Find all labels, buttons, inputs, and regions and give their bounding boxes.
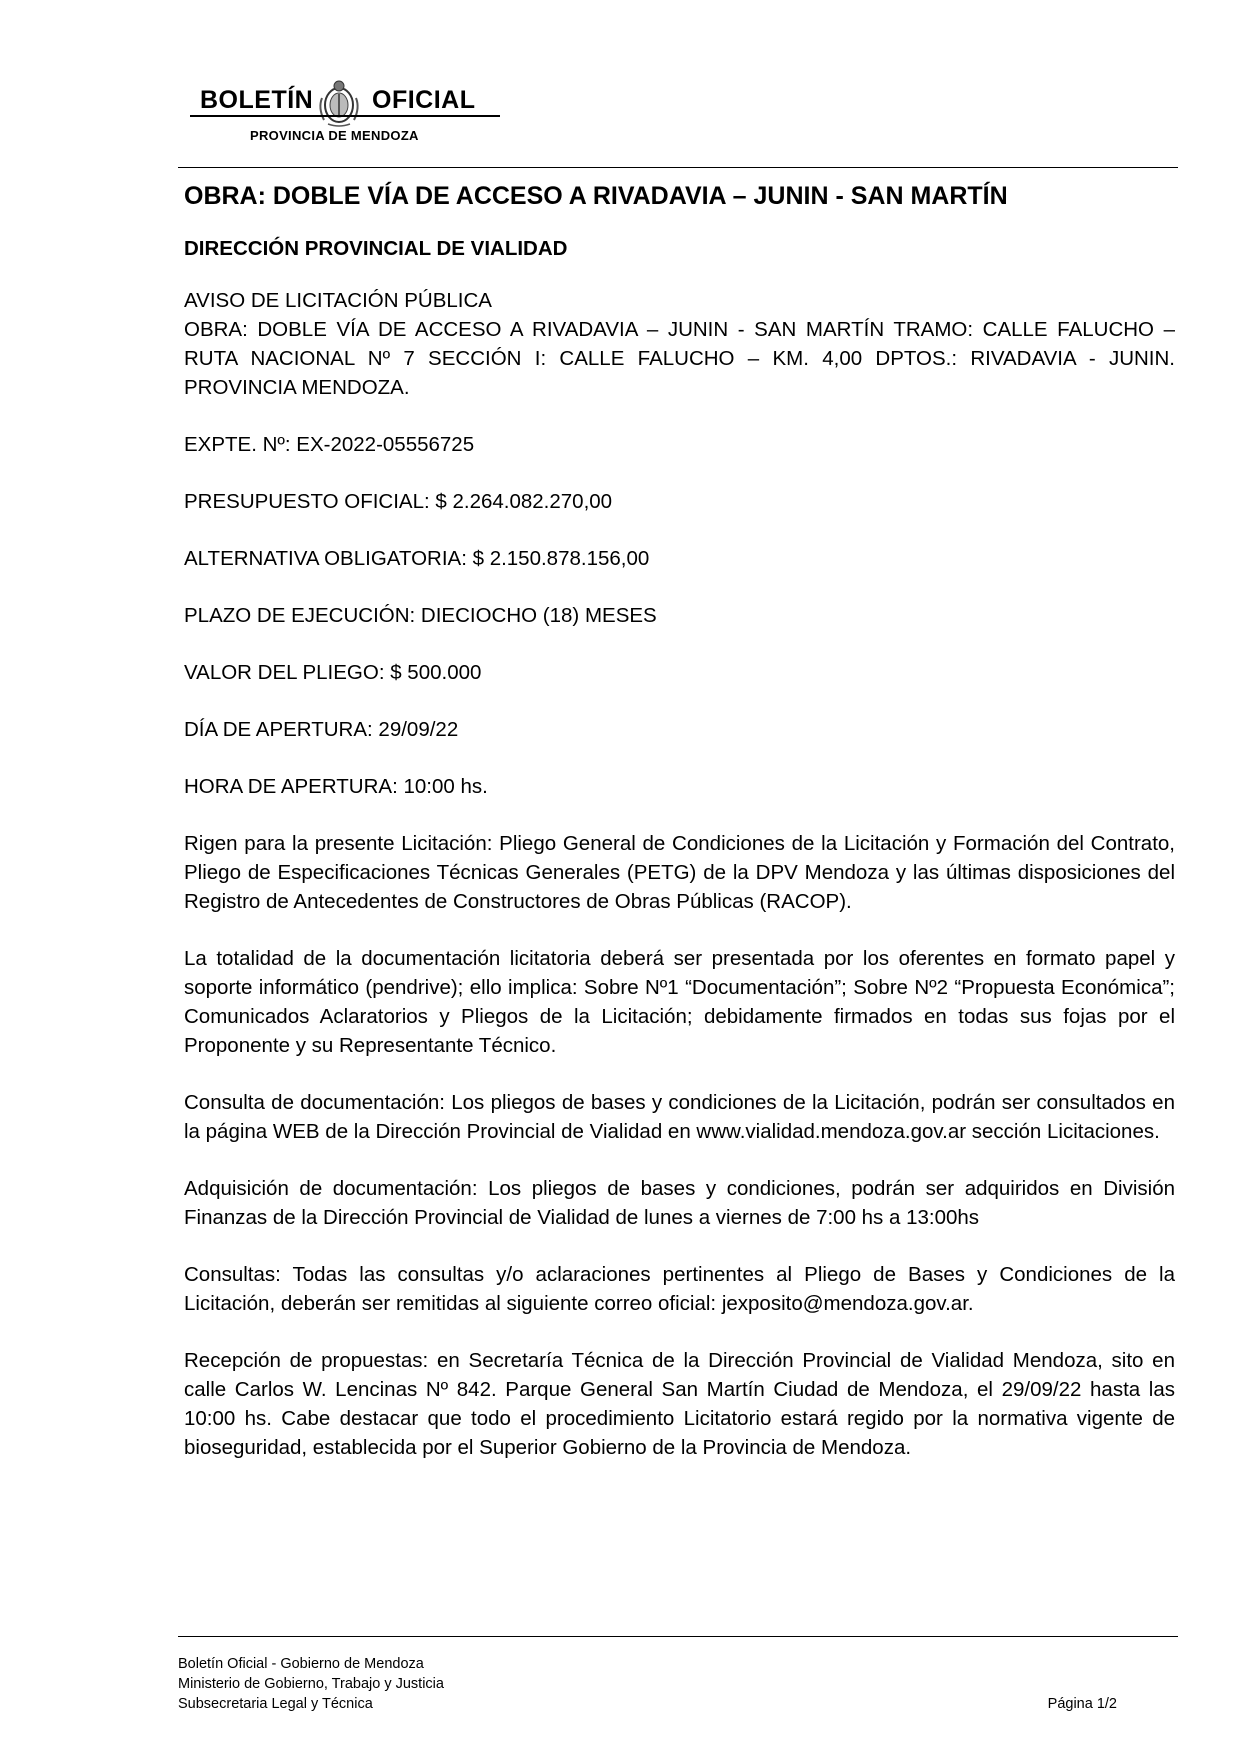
consultas-paragraph: Consultas: Todas las consultas y/o aclaraciones pertinentes al Pliego de Bases y Condiciones de la Licitación, deberán ser remitidas al siguiente correo oficial: jexposito@mendoza.gov.ar.: [184, 1263, 1175, 1315]
page-number: Página 1/2: [1047, 1696, 1117, 1712]
logo-left-word: BOLETÍN: [200, 86, 314, 114]
alternativa-obligatoria: ALTERNATIVA OBLIGATORIA: $ 2.150.878.156,00: [184, 547, 650, 570]
logo-title: [190, 78, 500, 118]
obra-detail: OBRA: DOBLE VÍA DE ACCESO A RIVADAVIA – JUNIN - SAN MARTÍN TRAMO: CALLE FALUCHO – RUTA NACIONAL Nº 7 SECCIÓN I: CALLE FALUCHO – KM. 4,00 DPTOS.: RIVADAVIA - JUNIN. PROVINCIA MENDOZA.: [184, 318, 1175, 399]
page-footer: [178, 1654, 1178, 1714]
plazo-ejecucion: PLAZO DE EJECUCIÓN: DIECIOCHO (18) MESES: [184, 604, 657, 627]
presupuesto-oficial: PRESUPUESTO OFICIAL: $ 2.264.082.270,00: [184, 490, 613, 513]
expediente: EXPTE. Nº: EX-2022-05556725: [184, 433, 475, 456]
document-title: OBRA: DOBLE VÍA DE ACCESO A RIVADAVIA – JUNIN - SAN MARTÍN: [184, 182, 1008, 210]
adquisicion-paragraph: Adquisición de documentación: Los pliegos de bases y condiciones, podrán ser adquiridos en División Finanzas de la Dirección Provincial de Vialidad de lunes a viernes de 7:00 hs a 13:00hs: [184, 1177, 1175, 1229]
footer-line-1: Boletín Oficial - Gobierno de Mendoza: [178, 1656, 424, 1672]
footer-line-2: Ministerio de Gobierno, Trabajo y Justicia: [178, 1676, 444, 1692]
boletin-oficial-logo: [190, 62, 500, 150]
aviso-heading: AVISO DE LICITACIÓN PÚBLICA: [184, 289, 492, 312]
document-subtitle: DIRECCIÓN PROVINCIAL DE VIALIDAD: [184, 237, 568, 260]
header-divider: [178, 167, 1178, 168]
document-body: [184, 178, 1175, 1490]
footer-divider: [178, 1636, 1178, 1637]
logo-subtitle: PROVINCIA DE MENDOZA: [250, 128, 419, 143]
logo-right-word: OFICIAL: [372, 86, 476, 114]
footer-line-3: Subsecretaria Legal y Técnica: [178, 1696, 373, 1712]
totalidad-paragraph: La totalidad de la documentación licitatoria deberá ser presentada por los oferentes en formato papel y soporte informático (pendrive); ello implica: Sobre Nº1 “Documentación”; Sobre Nº2 “Propuesta Económica”; Comunicados Aclaratorios y Pliegos de la Licitación; debidamente firmados en todas sus fojas por el Proponente y su Representante Técnico.: [184, 947, 1175, 1057]
recepcion-paragraph: Recepción de propuestas: en Secretaría Técnica de la Dirección Provincial de Vialidad Mendoza, sito en calle Carlos W. Lencinas Nº 842. Parque General San Martín Ciudad de Mendoza, el 29/09/22 hasta las 10:00 hs. Cabe destacar que todo el procedimiento Licitatorio estará regido por la normativa vigente de bioseguridad, establecida por el Superior Gobierno de la Provincia de Mendoza.: [184, 1349, 1175, 1459]
coat-of-arms-icon: [316, 78, 362, 128]
logo-divider: [190, 115, 500, 117]
hora-apertura: HORA DE APERTURA: 10:00 hs.: [184, 775, 488, 798]
valor-pliego: VALOR DEL PLIEGO: $ 500.000: [184, 661, 482, 684]
rigen-paragraph: Rigen para la presente Licitación: Pliego General de Condiciones de la Licitación y Formación del Contrato, Pliego de Especificaciones Técnicas Generales (PETG) de la DPV Mendoza y las últimas disposiciones del Registro de Antecedentes de Constructores de Obras Públicas (RACOP).: [184, 832, 1175, 913]
dia-apertura: DÍA DE APERTURA: 29/09/22: [184, 718, 459, 741]
consulta-documentacion-paragraph: Consulta de documentación: Los pliegos de bases y condiciones de la Licitación, podrán ser consultados en la página WEB de la Dirección Provincial de Vialidad en www.vialidad.mendoza.gov.ar sección Licitaciones.: [184, 1091, 1175, 1143]
